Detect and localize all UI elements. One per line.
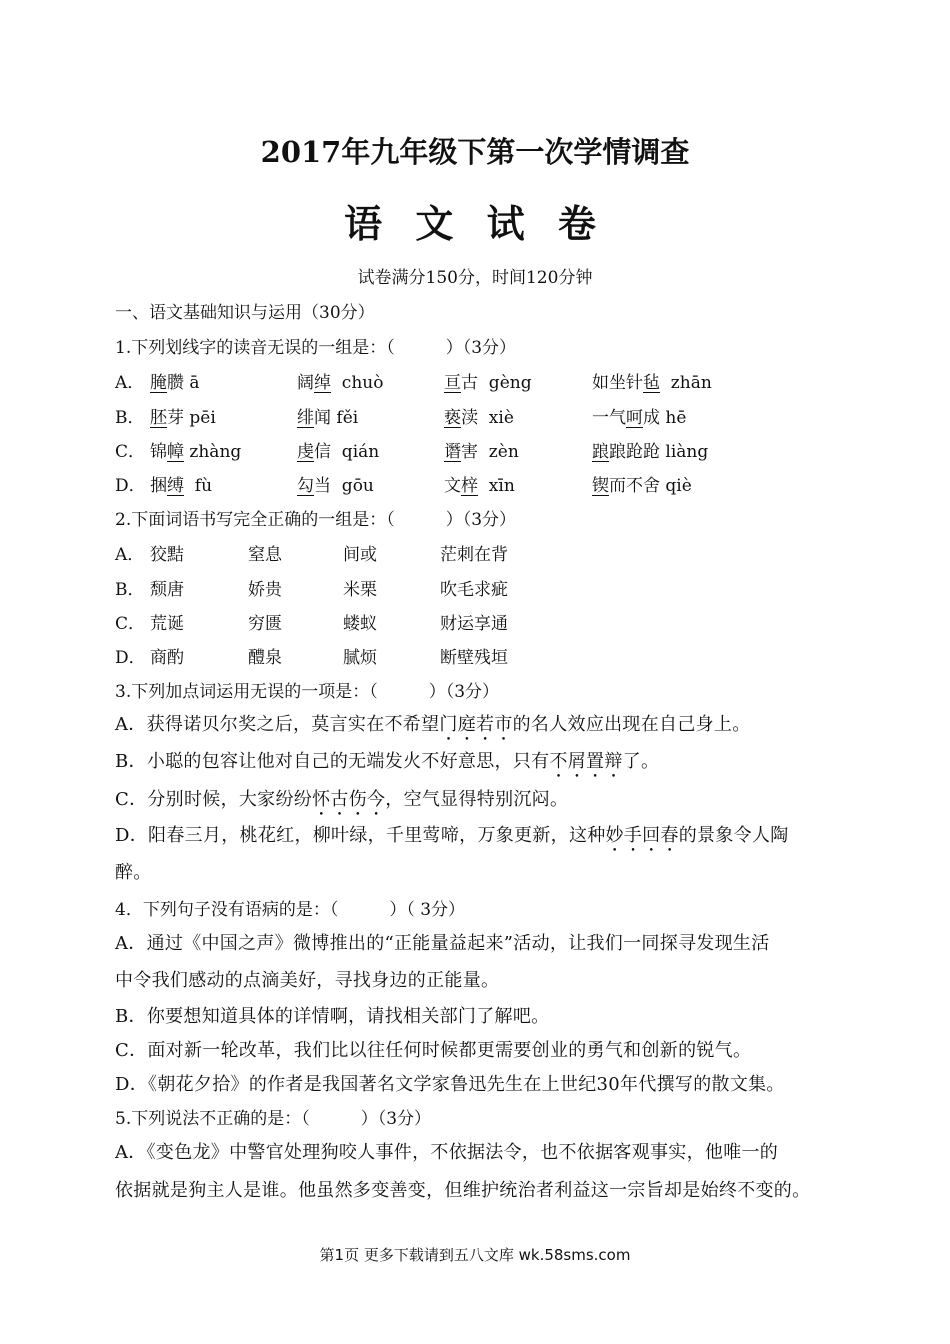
q4-stem: 4．下列句子没有语病的是：（ ）（ 3分） [115, 900, 466, 920]
q1-option-item: 捆缚 fù [150, 476, 213, 496]
underlined-char: 幛 [167, 442, 184, 462]
q5-stem: 5.下列说法不正确的是：（ ）（3分） [115, 1109, 432, 1129]
q3-option-d: D．阳春三月，桃花红，柳叶绿，千里莺啼，万象更新，这种妙手回春的景象令人陶 [115, 825, 789, 846]
q4-option-a: A．通过《中国之声》微博推出的“正能量益起来”活动，让我们一同探寻发现生活 [115, 933, 770, 954]
q1-option-item: 绯闻 fěi [297, 408, 359, 428]
underlined-char: 虔 [297, 442, 314, 462]
exam-title: 2017年九年级下第一次学情调查 [260, 135, 690, 169]
q1-option-item: 亵渎 xiè [444, 408, 514, 428]
q1-option-item: 腌臜 ā [150, 373, 200, 393]
underlined-char: 锲 [592, 476, 609, 496]
q2-word: 腻烦 [343, 648, 377, 668]
q3-option-d-cont: 醉。 [115, 862, 152, 883]
q2-word: 狡黠 [150, 545, 184, 565]
q1-stem: 1.下列划线字的读音无误的一组是：（ ）（3分） [115, 338, 517, 358]
option-label: B． [115, 580, 145, 600]
underlined-char: 踉 [592, 442, 609, 462]
option-label: A． [115, 545, 145, 565]
q2-word: 财运享通 [440, 614, 508, 634]
underlined-char: 绯 [297, 408, 314, 428]
q1-option-item: 谮害 zèn [444, 442, 519, 462]
q2-word: 蝼蚁 [343, 614, 377, 634]
q2-word: 米栗 [343, 580, 377, 600]
underlined-char: 毡 [643, 373, 660, 393]
option-label: C． [115, 614, 146, 634]
subject-title: 语 文 试 卷 [344, 201, 606, 246]
q2-word: 颓唐 [150, 580, 184, 600]
underlined-char: 胚 [150, 408, 167, 428]
q2-word: 吹毛求疵 [440, 580, 508, 600]
q1-option-item: 亘古 gèng [444, 373, 532, 393]
q5-option-a: A．《变色龙》中警官处理狗咬人事件，不依据法令，也不依据客观事实，他唯一的 [115, 1142, 779, 1163]
q1-option-item: 勾当 gōu [297, 476, 374, 496]
underlined-char: 腌 [150, 373, 167, 393]
q2-word: 商酌 [150, 648, 184, 668]
q1-option-item: 文梓 xīn [444, 476, 515, 496]
q2-word: 窒息 [248, 545, 282, 565]
option-label: D． [115, 648, 146, 668]
q2-word: 间或 [343, 545, 377, 565]
q2-word: 醴泉 [248, 648, 282, 668]
option-label: B． [115, 408, 145, 428]
q4-option-a-cont: 中令我们感动的点滴美好，寻找身边的正能量。 [115, 970, 500, 991]
q3-option-c: C．分别时候，大家纷纷怀古伤今，空气显得特别沉闷。 [115, 789, 569, 810]
q1-option-item: 如坐针毡 zhān [592, 373, 712, 393]
q1-option-item: 虔信 qián [297, 442, 380, 462]
q1-option-item: 锦幛 zhàng [150, 442, 242, 462]
q3-option-a: A．获得诺贝尔奖之后，莫言实在不希望门庭若市的名人效应出现在自己身上。 [115, 714, 751, 735]
q4-option-c: C．面对新一轮改革，我们比以往任何时候都更需要创业的勇气和创新的锐气。 [115, 1040, 752, 1061]
option-label: C． [115, 442, 146, 462]
section-heading: 一、语文基础知识与运用（30分） [115, 303, 375, 323]
underlined-char: 亵 [444, 408, 461, 428]
q2-word: 荒诞 [150, 614, 184, 634]
option-label: D． [115, 476, 146, 496]
q4-option-b: B．你要想知道具体的详情啊，请找相关部门了解吧。 [115, 1006, 550, 1027]
underlined-char: 亘 [444, 373, 461, 393]
q2-word: 穷匮 [248, 614, 282, 634]
q5-option-a-cont: 依据就是狗主人是谁。他虽然多变善变，但维护统治者利益这一宗旨却是始终不变的。 [115, 1180, 811, 1201]
underlined-char: 缚 [167, 476, 184, 496]
underlined-char: 梓 [461, 476, 478, 496]
underlined-char: 绰 [314, 373, 331, 393]
q1-option-item: 胚芽 pēi [150, 408, 216, 428]
q2-word: 断壁残垣 [440, 648, 508, 668]
q1-option-item: 阔绰 chuò [297, 373, 384, 393]
q1-option-item: 锲而不舍 qiè [592, 476, 692, 496]
q3-stem: 3.下列加点词运用无误的一项是：（ ）（3分） [115, 682, 500, 702]
q3-option-b: B．小聪的包容让他对自己的无端发火不好意思，只有不屑置辩了。 [115, 751, 660, 772]
exam-note: 试卷满分150分，时间120分钟 [357, 268, 593, 288]
q2-word: 娇贵 [248, 580, 282, 600]
q4-option-d: D．《朝花夕拾》的作者是我国著名文学家鲁迅先生在上世纪30年代撰写的散文集。 [115, 1074, 785, 1095]
underlined-char: 勾 [297, 476, 314, 496]
q2-stem: 2.下面词语书写完全正确的一组是：（ ）（3分） [115, 510, 517, 530]
q1-option-item: 一气呵成 hē [592, 408, 687, 428]
underlined-char: 谮 [444, 442, 461, 462]
option-label: A． [115, 373, 145, 393]
q2-word: 茫刺在背 [440, 545, 508, 565]
q1-option-item: 踉踉跄跄 liàng [592, 442, 709, 462]
page-footer: 第1页 更多下载请到五八文库 wk.58sms.com [319, 1246, 631, 1264]
underlined-char: 呵 [626, 408, 643, 428]
